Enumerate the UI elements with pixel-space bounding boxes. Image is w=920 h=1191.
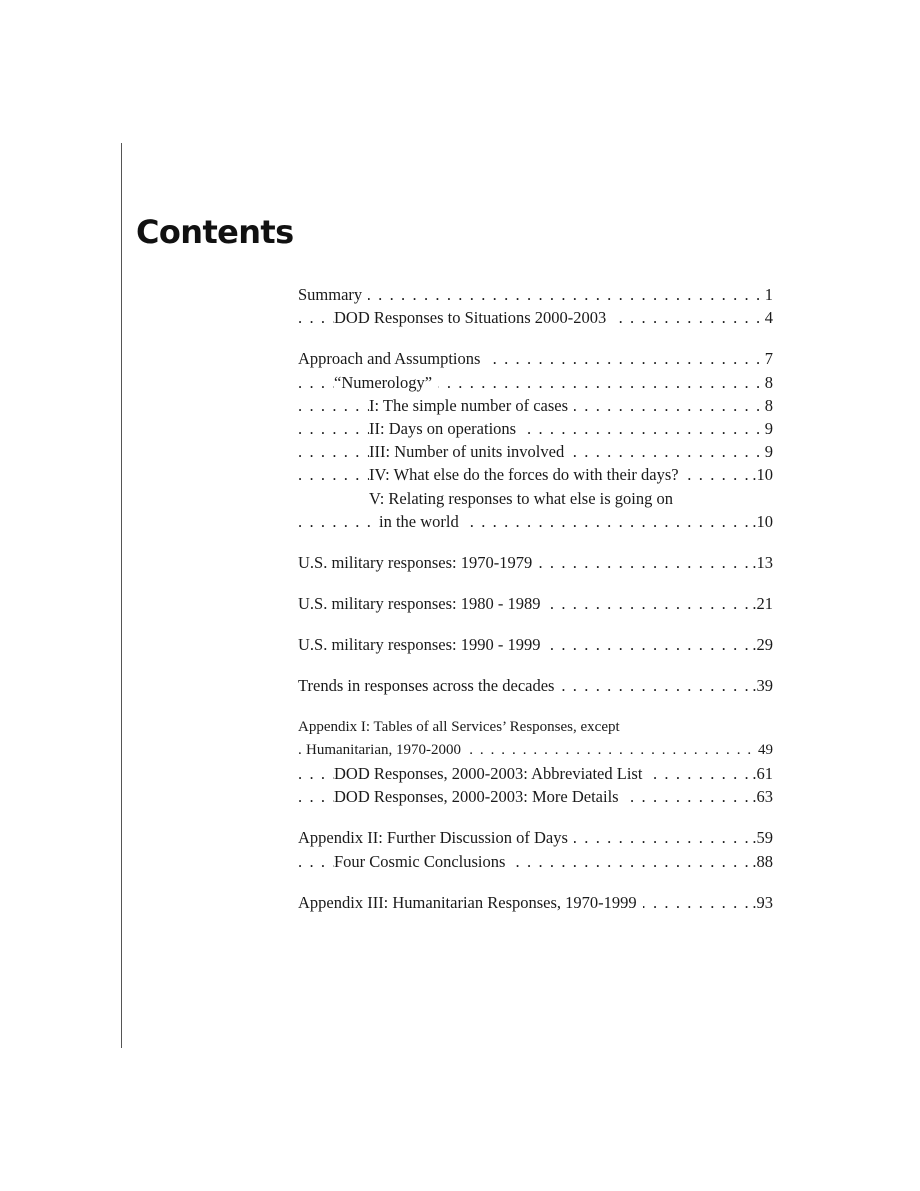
toc-page-number: 9 — [762, 417, 773, 440]
toc-page-number: 8 — [762, 371, 773, 394]
toc-page-number: .59 — [749, 826, 773, 849]
toc-entry-num-v-continuation[interactable] — [298, 510, 773, 533]
toc-entry-dod-details[interactable] — [298, 785, 773, 808]
toc-entry-title: U.S. military responses: 1970-1979 — [298, 553, 538, 572]
toc-page-number: .88 — [749, 850, 773, 873]
toc-page-number: .63 — [749, 785, 773, 808]
toc-entry-title: U.S. military responses: 1990 - 1999 — [298, 635, 546, 654]
toc-entry-num-ii[interactable] — [298, 417, 773, 440]
toc-entry-trends[interactable] — [298, 674, 773, 697]
toc-entry-title: IV: What else do the forces do with their days? — [369, 465, 685, 484]
page-title: Contents — [136, 213, 294, 251]
toc-page-number: 1 — [762, 283, 773, 306]
toc-entry-title: I: The simple number of cases — [369, 396, 574, 415]
toc-entry-numerology[interactable] — [298, 371, 773, 394]
toc-entry-title: II: Days on operations — [369, 419, 522, 438]
toc-group-trends — [298, 674, 773, 697]
table-of-contents — [298, 283, 773, 932]
toc-entry-title: Summary — [298, 285, 368, 304]
toc-page-number: 7 — [762, 347, 773, 370]
toc-page-number: .21 — [749, 592, 773, 615]
toc-entry-title: Appendix II: Further Discussion of Days — [298, 828, 574, 847]
toc-page-number: 8 — [762, 394, 773, 417]
toc-entry-title: Appendix III: Humanitarian Responses, 1970-1999 — [298, 893, 643, 912]
toc-group-appendix-i — [298, 716, 773, 809]
toc-entry-title: Appendix I: Tables of all Services’ Responses, except — [298, 719, 626, 735]
toc-group-1980 — [298, 592, 773, 615]
toc-entry-num-iv[interactable] — [298, 463, 773, 486]
toc-entry-num-i[interactable] — [298, 394, 773, 417]
toc-group-1990 — [298, 633, 773, 656]
toc-group-appendix-ii — [298, 826, 773, 872]
toc-group-approach — [298, 347, 773, 533]
toc-entry-title: Four Cosmic Conclusions — [334, 852, 511, 871]
toc-group-summary — [298, 283, 773, 329]
toc-page-number: .93 — [749, 891, 773, 914]
toc-page-number: .61 — [749, 762, 773, 785]
toc-group-appendix-iii — [298, 891, 773, 914]
toc-entry-appendix-ii[interactable] — [298, 826, 773, 849]
toc-page-number: .10 — [749, 463, 773, 486]
toc-entry-title: DOD Responses, 2000-2003: Abbreviated List — [334, 764, 648, 783]
toc-entry-responses-1980[interactable] — [298, 592, 773, 615]
toc-entry-num-v[interactable] — [298, 487, 773, 510]
toc-entry-title-continuation: in the world — [379, 512, 465, 531]
toc-entry-title-continuation: Humanitarian, 1970-2000 — [306, 742, 467, 758]
toc-entry-title: DOD Responses to Situations 2000-2003 — [334, 308, 612, 327]
toc-entry-responses-1990[interactable] — [298, 633, 773, 656]
toc-page-number: .29 — [749, 633, 773, 656]
toc-entry-title: DOD Responses, 2000-2003: More Details — [334, 787, 625, 806]
toc-entry-title: V: Relating responses to what else is going on — [369, 489, 679, 508]
toc-page-number: 4 — [762, 306, 773, 329]
toc-entry-title: III: Number of units involved — [369, 442, 570, 461]
toc-entry-title: “Numerology” — [334, 373, 438, 392]
toc-page-number: .39 — [749, 674, 773, 697]
dot-leader — [298, 283, 773, 306]
toc-page-number: 9 — [762, 440, 773, 463]
toc-entry-title: Approach and Assumptions — [298, 349, 486, 368]
toc-group-1970 — [298, 551, 773, 574]
toc-entry-appendix-i[interactable] — [298, 716, 773, 739]
toc-entry-title: U.S. military responses: 1980 - 1989 — [298, 594, 546, 613]
toc-entry-approach[interactable] — [298, 347, 773, 370]
margin-rule — [121, 143, 122, 1048]
toc-entry-cosmic[interactable] — [298, 850, 773, 873]
toc-page-number: 49 — [755, 739, 773, 762]
toc-page-number: .13 — [749, 551, 773, 574]
toc-entry-num-iii[interactable] — [298, 440, 773, 463]
toc-entry-appendix-iii[interactable] — [298, 891, 773, 914]
dot-leader — [298, 510, 773, 533]
toc-entry-responses-1970[interactable] — [298, 551, 773, 574]
toc-entry-dod-abbrev[interactable] — [298, 762, 773, 785]
toc-entry-title: Trends in responses across the decades — [298, 676, 560, 695]
toc-entry-dod-situations[interactable] — [298, 306, 773, 329]
toc-page-number: .10 — [749, 510, 773, 533]
toc-entry-appendix-i-continuation[interactable] — [298, 739, 773, 762]
toc-entry-summary[interactable] — [298, 283, 773, 306]
